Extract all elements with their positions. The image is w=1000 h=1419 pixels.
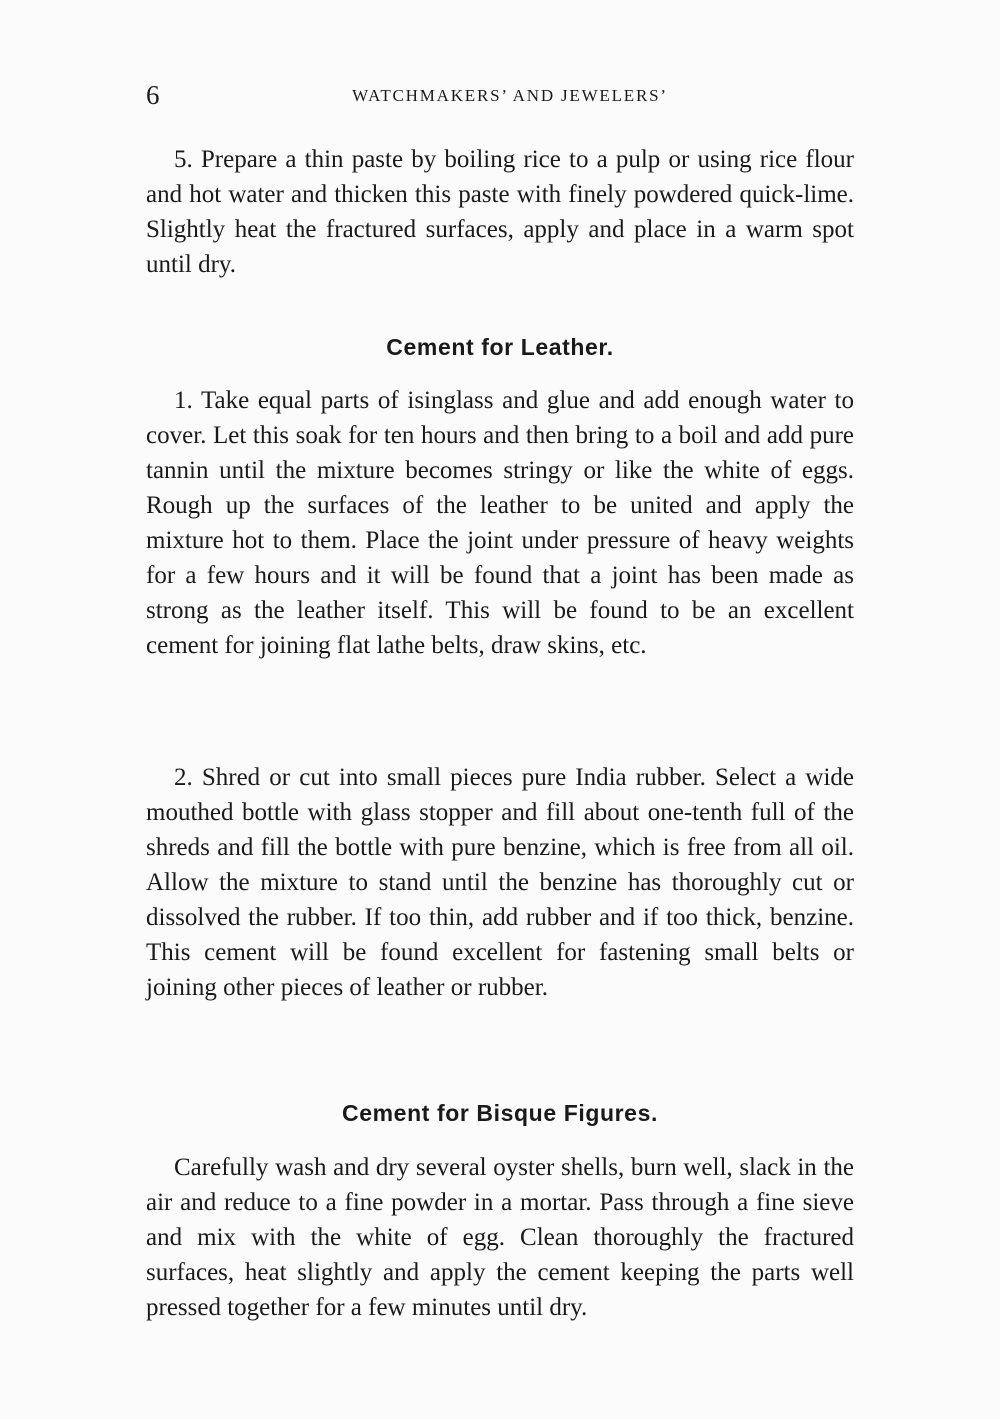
- bisque-cement-heading: Cement for Bisque Figures.: [342, 1100, 658, 1126]
- running-head: [146, 80, 854, 114]
- page-number: 6: [146, 80, 160, 110]
- rice-paste-paragraph: 5. Prepare a thin paste by boiling rice to a pulp or using rice flour and hot water and thicken this paste with finely powdered quick-lime. Slightly heat the fractured surfaces, apply and place in a warm spot until dry.: [146, 146, 854, 278]
- bisque-cement-paragraph: Carefully wash and dry several oyster shells, burn well, slack in the air and reduce to a fine powder in a mortar. Pass through a fine sieve and mix with the white of egg. Clean thoroughly the fractured surfaces, heat slightly and apply the cement keeping the parts well pressed together for a few minutes until dry.: [146, 1154, 854, 1321]
- running-title: WATCHMAKERS’ AND JEWELERS’: [352, 86, 668, 105]
- leather-cement-paragraph-2: 2. Shred or cut into small pieces pure India rubber. Select a wide mouthed bottle with glass stopper and fill about one-tenth full of the shreds and fill the bottle with pure benzine, which is free from all oil. Allow the mixture to stand until the benzine has thoroughly cut or dissolved the rubber. If too thin, add rubber and if too thick, benzine. This cement will be found excellent for fastening small belts or joining other pieces of leather or rubber.: [146, 764, 854, 1001]
- leather-cement-paragraph-1: 1. Take equal parts of isinglass and glue and add enough water to cover. Let this soak for ten hours and then bring to a boil and add pure tannin until the mixture becomes stringy or like the white of eggs. Rough up the surfaces of the leather to be united and apply the mixture hot to them. Place the joint under pressure of heavy weights for a few hours and it will be found that a joint has been made as strong as the leather itself. This will be found to be an excellent cement for joining flat lathe belts, draw skins, etc.: [146, 387, 854, 659]
- leather-cement-heading: Cement for Leather.: [386, 334, 614, 360]
